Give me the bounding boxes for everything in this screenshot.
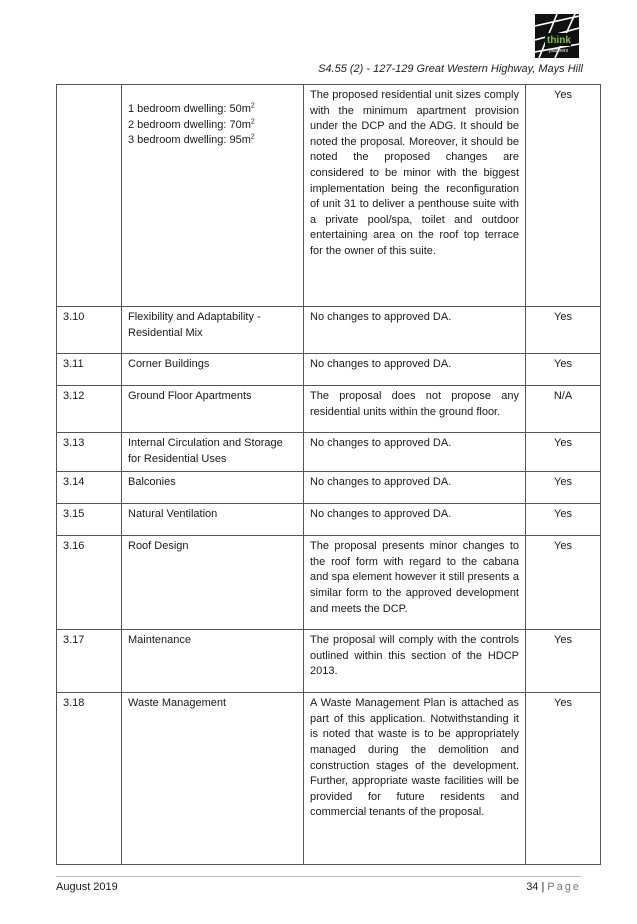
response-cell: The proposal presents minor changes to the roof form with regard to the cabana and spa element however it still presents a similar form to the approved development and meets the DCP. bbox=[304, 536, 526, 630]
page-number-value: 34 bbox=[526, 881, 539, 893]
control-cell: Waste Management bbox=[122, 693, 304, 865]
compliance-status: Yes bbox=[526, 472, 601, 504]
page-label: Page bbox=[547, 881, 581, 893]
response-cell: The proposal will comply with the controls outlined within this section of the HDCP 2013. bbox=[304, 630, 526, 693]
document-reference: S4.55 (2) - 127-129 Great Western Highway, Mays Hill bbox=[318, 63, 583, 75]
compliance-status: Yes bbox=[526, 307, 601, 354]
control-cell: Maintenance bbox=[122, 630, 304, 693]
table-row bbox=[57, 354, 601, 386]
response-cell: No changes to approved DA. bbox=[304, 504, 526, 536]
compliance-status: Yes bbox=[526, 433, 601, 472]
compliance-status: Yes bbox=[526, 354, 601, 386]
clause-number: 3.16 bbox=[57, 536, 122, 630]
clause-number: 3.17 bbox=[57, 630, 122, 693]
response-cell: No changes to approved DA. bbox=[304, 354, 526, 386]
control-cell: Roof Design bbox=[122, 536, 304, 630]
table-row bbox=[57, 386, 601, 433]
clause-number: 3.11 bbox=[57, 354, 122, 386]
page-separator: | bbox=[541, 881, 545, 893]
compliance-table bbox=[56, 84, 601, 865]
page-number bbox=[526, 881, 581, 893]
table-row bbox=[57, 307, 601, 354]
control-cell: Internal Circulation and Storage for Residential Uses bbox=[122, 433, 304, 472]
list-item: 1 bedroom dwelling: $50m^2$ bbox=[128, 102, 255, 115]
control-cell bbox=[122, 85, 304, 307]
clause-number: 3.10 bbox=[57, 307, 122, 354]
compliance-status: Yes bbox=[526, 536, 601, 630]
control-cell: Corner Buildings bbox=[122, 354, 304, 386]
clause-number: 3.18 bbox=[57, 693, 122, 865]
table-row bbox=[57, 693, 601, 865]
control-cell: Flexibility and Adaptability - Residential Mix bbox=[122, 307, 304, 354]
footer-date: August 2019 bbox=[56, 881, 118, 893]
control-cell: Natural Ventilation bbox=[122, 504, 304, 536]
clause-number: 3.12 bbox=[57, 386, 122, 433]
clause-number: 3.14 bbox=[57, 472, 122, 504]
list-item: 3 bedroom dwelling: $95m^2$ bbox=[128, 133, 255, 147]
svg-text:planners: planners bbox=[549, 48, 569, 54]
footer-divider bbox=[56, 876, 581, 877]
control-cell: Ground Floor Apartments bbox=[122, 386, 304, 433]
response-cell: A Waste Management Plan is attached as part of this application. Notwithstanding it is noted that waste is to be appropriately managed during the demolition and construction stages of the development. Further, appropriate waste facilities will be provided for future residents and commercial tenants of the proposal. bbox=[304, 693, 526, 865]
response-cell: The proposed residential unit sizes comply with the minimum apartment provision under the DCP and the ADG. It should be noted the proposal. Moreover, it should be noted the proposed changes are considered to be minor with the biggest implementation being the reconfiguration of unit 31 to deliver a penthouse suite with a private pool/spa, toilet and outdoor entertaining area on the roof top terrace for the owner of this suite. bbox=[304, 85, 526, 307]
table-row bbox=[57, 433, 601, 472]
table-row bbox=[57, 472, 601, 504]
response-cell: No changes to approved DA. bbox=[304, 433, 526, 472]
clause-number bbox=[57, 85, 122, 307]
compliance-status: Yes bbox=[526, 85, 601, 307]
table-row bbox=[57, 504, 601, 536]
table-row bbox=[57, 85, 601, 307]
clause-number: 3.15 bbox=[57, 504, 122, 536]
response-cell: No changes to approved DA. bbox=[304, 472, 526, 504]
table-row bbox=[57, 536, 601, 630]
compliance-status: Yes bbox=[526, 630, 601, 693]
response-cell: The proposal does not propose any residential units within the ground floor. bbox=[304, 386, 526, 433]
list-item: 2 bedroom dwelling: $70m^2$ bbox=[128, 117, 255, 131]
response-cell: No changes to approved DA. bbox=[304, 307, 526, 354]
compliance-status: Yes bbox=[526, 693, 601, 865]
control-cell: Balconies bbox=[122, 472, 304, 504]
company-logo bbox=[535, 14, 579, 58]
clause-number: 3.13 bbox=[57, 433, 122, 472]
compliance-status: N/A bbox=[526, 386, 601, 433]
table-row bbox=[57, 630, 601, 693]
svg-text:think: think bbox=[547, 35, 571, 46]
compliance-status: Yes bbox=[526, 504, 601, 536]
